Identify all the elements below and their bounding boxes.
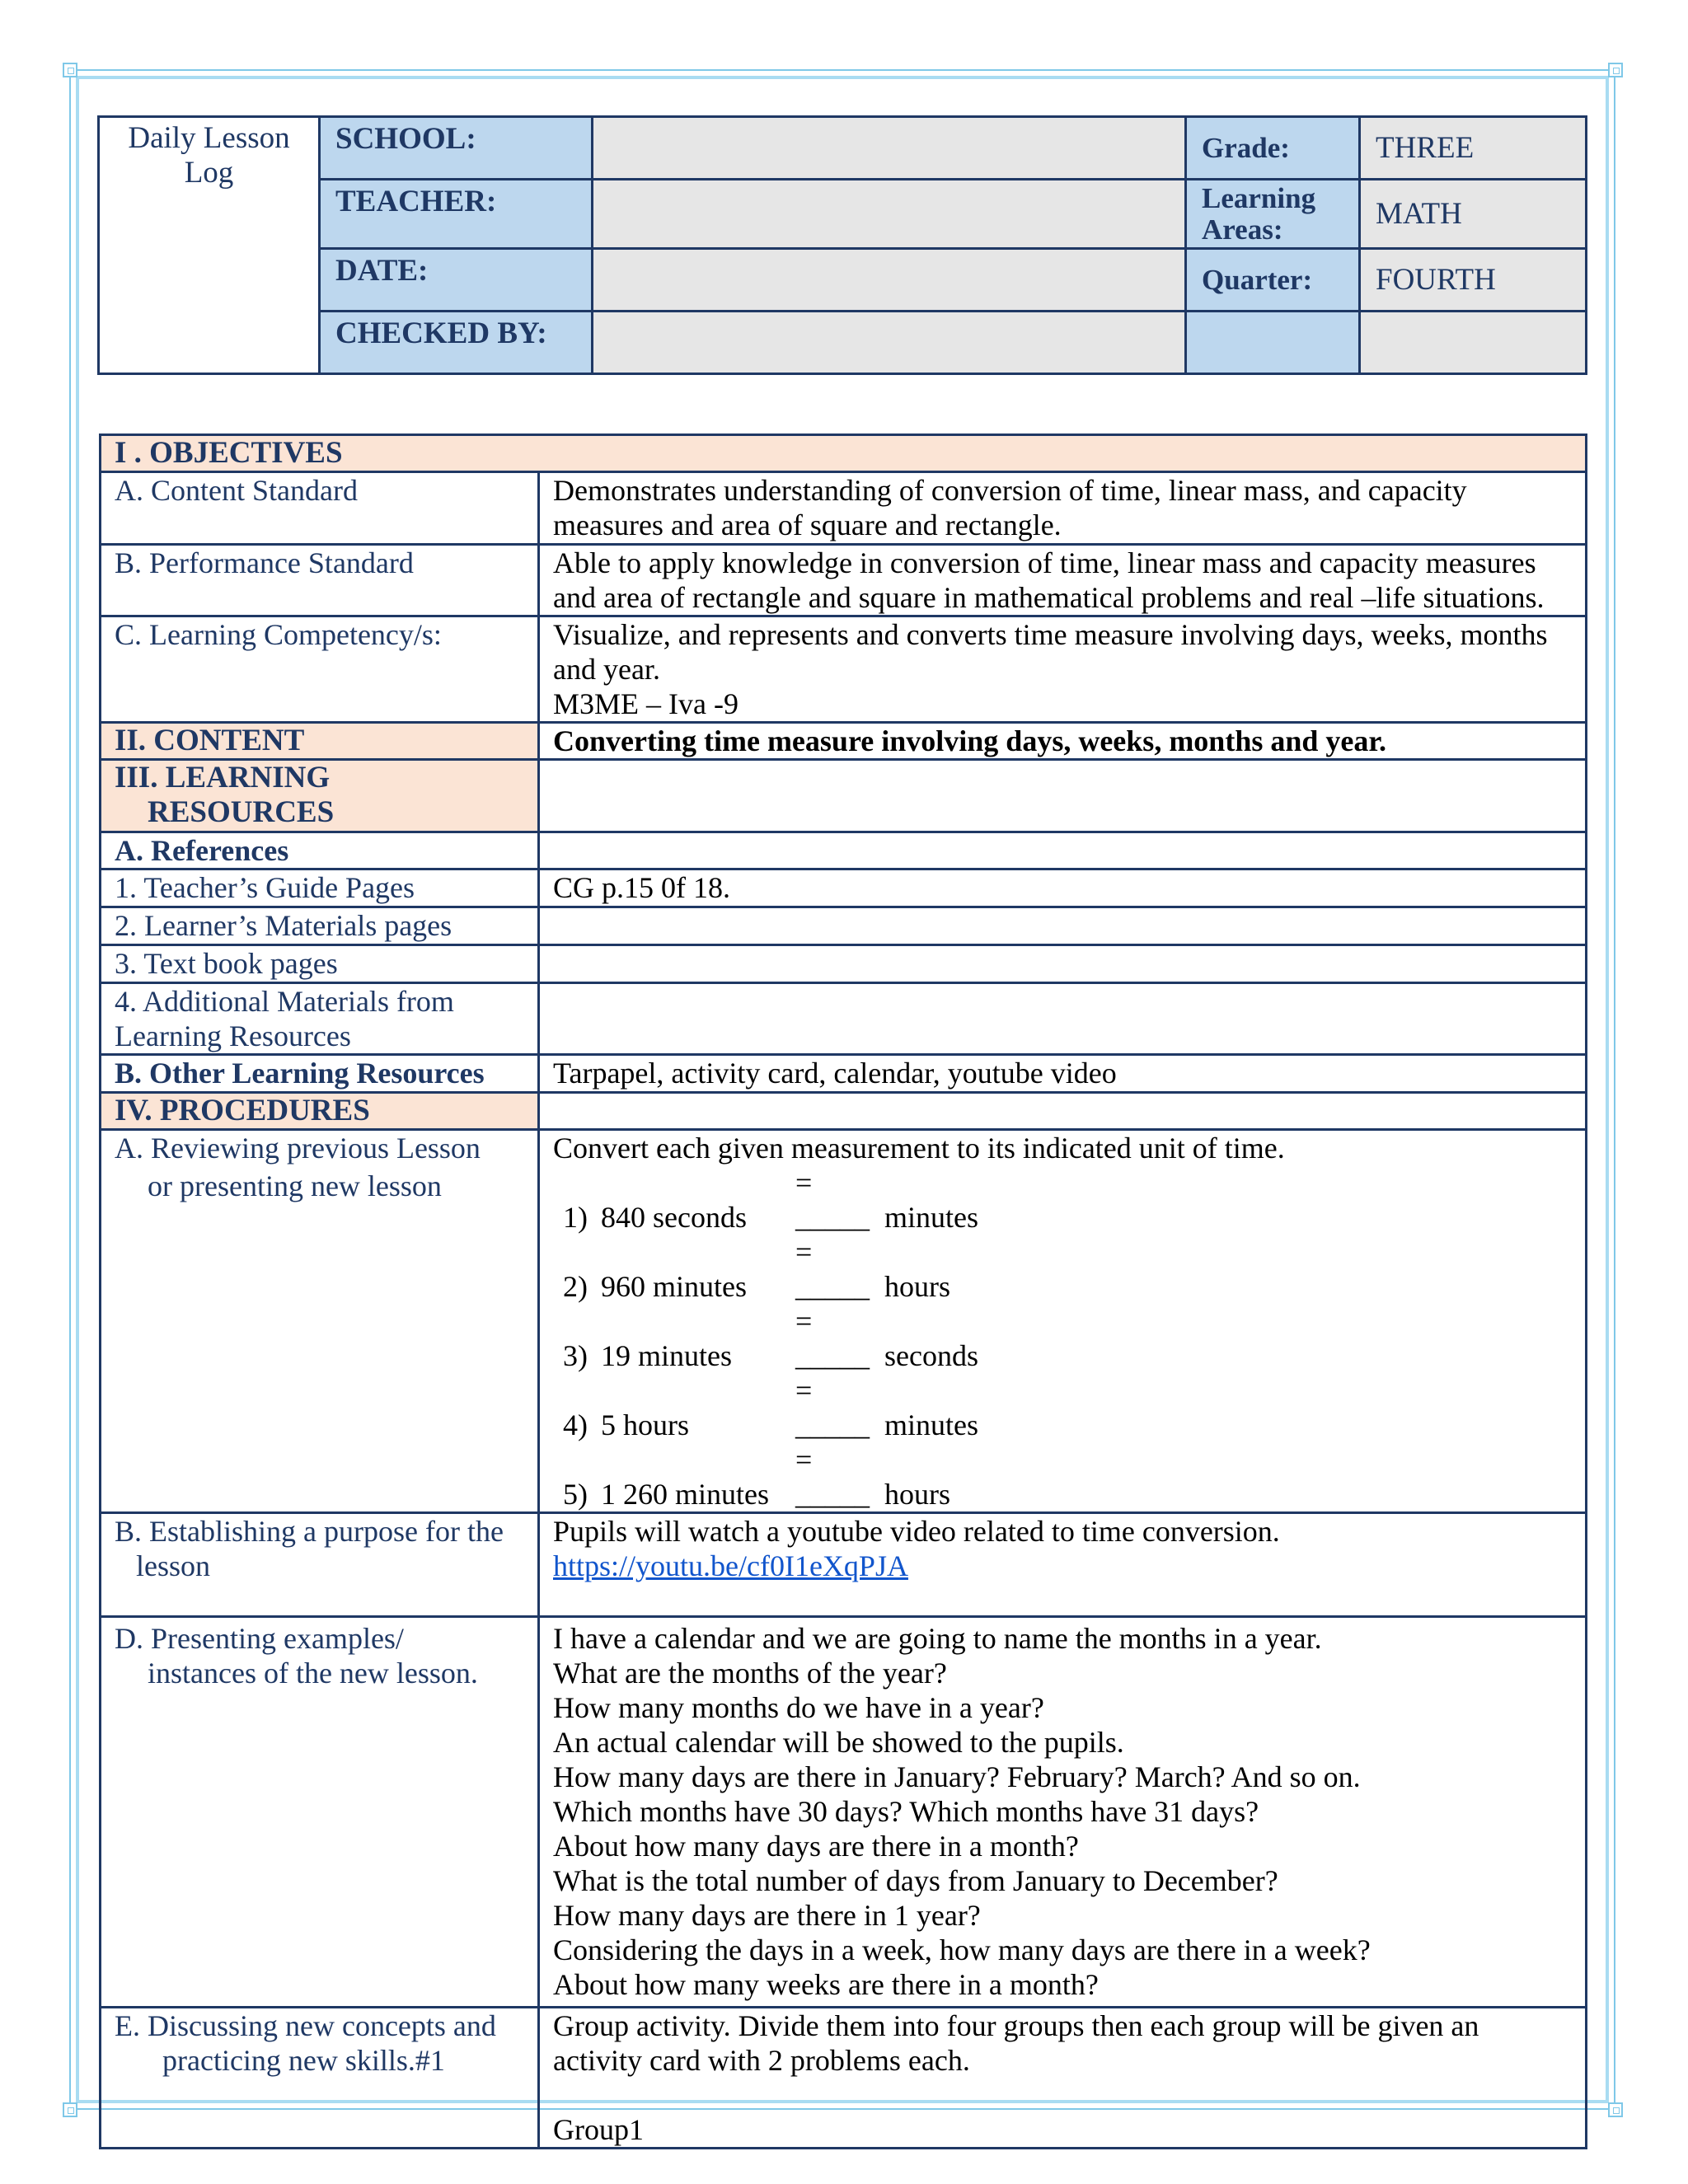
checked-by-label: CHECKED BY: xyxy=(320,312,593,374)
establishing-purpose-label xyxy=(101,1513,539,1617)
corner-ornament xyxy=(1608,63,1623,77)
item-blank: = _____ xyxy=(795,1305,870,1372)
establishing-purpose-cell xyxy=(539,1513,1587,1617)
performance-standard-text: Able to apply knowledge in conversion of time, linear mass and capacity measures and area of rectangle and square in mathematical problems and real –life situations. xyxy=(539,545,1587,616)
presenting-examples-label-line1: D. Presenting examples/ xyxy=(115,1622,404,1655)
item-quantity: 19 minutes xyxy=(601,1339,732,1372)
corner-ornament xyxy=(63,2102,77,2117)
establishing-purpose-label-line2: lesson xyxy=(136,1549,210,1582)
list-item: Considering the days in a week, how many days are there in a week? xyxy=(553,1933,1371,1966)
establishing-purpose-text: Pupils will watch a youtube video related to time conversion. xyxy=(553,1515,1280,1548)
daily-lesson-log-title: Daily Lesson Log xyxy=(99,117,320,374)
learning-resources-heading xyxy=(101,760,539,832)
blank-value-cell xyxy=(1360,312,1587,374)
content-text: Converting time measure involving days, weeks, months and year. xyxy=(539,723,1587,760)
content-standard-text: Demonstrates understanding of conversion of time, linear mass, and capacity measures and area of square and rectangle. xyxy=(539,472,1587,545)
teachers-guide-label: 1. Teacher’s Guide Pages xyxy=(101,869,539,907)
school-field[interactable] xyxy=(593,117,1186,180)
text-book-blank xyxy=(539,945,1587,983)
presenting-examples-label-line2: instances of the new lesson. xyxy=(148,1657,478,1690)
list-item: How many days are there in 1 year? xyxy=(553,1899,981,1932)
list-item xyxy=(563,1373,1572,1442)
quarter-label: Quarter: xyxy=(1186,249,1360,312)
teacher-label: TEACHER: xyxy=(320,180,593,249)
item-quantity: 5 hours xyxy=(601,1408,689,1441)
item-quantity: 1 260 minutes xyxy=(601,1478,769,1511)
item-quantity: 840 seconds xyxy=(601,1201,747,1234)
additional-materials-label-line1: 4. Additional Materials from xyxy=(115,985,454,1018)
presenting-examples-label xyxy=(101,1617,539,2008)
list-item: I have a calendar and we are going to name the months in a year. xyxy=(553,1622,1322,1655)
youtube-video-link[interactable]: https://youtu.be/cf0I1eXqPJA xyxy=(553,1549,908,1582)
procedures-blank xyxy=(539,1093,1587,1130)
school-label: SCHOOL: xyxy=(320,117,593,180)
learners-materials-blank xyxy=(539,907,1587,945)
grade-value: THREE xyxy=(1360,117,1587,180)
discussing-concepts-label-line1: E. Discussing new concepts and xyxy=(115,2009,496,2042)
content-heading: II. CONTENT xyxy=(101,723,539,760)
item-unit: hours xyxy=(884,1270,950,1303)
performance-standard-label: B. Performance Standard xyxy=(101,545,539,616)
list-item: How many months do we have in a year? xyxy=(553,1691,1044,1724)
discussing-concepts-label xyxy=(101,2008,539,2149)
item-number: 5) xyxy=(563,1478,588,1511)
learning-competency-label: C. Learning Competency/s: xyxy=(101,616,539,723)
corner-ornament xyxy=(63,63,77,77)
reviewing-lesson-label-line2: or presenting new lesson xyxy=(148,1169,442,1202)
date-field[interactable] xyxy=(593,249,1186,312)
learning-resources-heading-line1: III. LEARNING xyxy=(115,761,331,794)
item-blank: = _____ xyxy=(795,1166,870,1234)
content-standard-label: A. Content Standard xyxy=(101,472,539,545)
learning-areas-value: MATH xyxy=(1360,180,1587,249)
objectives-heading: I . OBJECTIVES xyxy=(101,435,1587,472)
list-item: About how many weeks are there in a month? xyxy=(553,1968,1099,2001)
list-item: How many days are there in January? February? March? And so on. xyxy=(553,1760,1361,1793)
conversion-list xyxy=(553,1165,1572,1511)
corner-ornament xyxy=(1608,2102,1623,2117)
item-unit: hours xyxy=(884,1478,950,1511)
additional-materials-label-line2: Learning Resources xyxy=(115,1019,351,1052)
list-item: An actual calendar will be showed to the pupils. xyxy=(553,1726,1124,1759)
item-blank: = _____ xyxy=(795,1443,870,1511)
procedures-heading: IV. PROCEDURES xyxy=(101,1093,539,1130)
reviewing-lesson-cell xyxy=(539,1130,1587,1513)
additional-materials-blank xyxy=(539,983,1587,1055)
teacher-field[interactable] xyxy=(593,180,1186,249)
learning-resources-heading-line2: RESOURCES xyxy=(148,795,335,829)
learning-competency-cell xyxy=(539,616,1587,723)
item-blank: = _____ xyxy=(795,1374,870,1441)
item-unit: minutes xyxy=(884,1408,978,1441)
list-item xyxy=(563,1235,1572,1304)
item-number: 3) xyxy=(563,1339,588,1372)
reviewing-intro: Convert each given measurement to its indicated unit of time. xyxy=(553,1132,1285,1165)
discussing-concepts-label-line2: practicing new skills.#1 xyxy=(162,2044,445,2077)
establishing-purpose-label-line1: B. Establishing a purpose for the xyxy=(115,1515,504,1548)
item-quantity: 960 minutes xyxy=(601,1270,747,1303)
other-resources-text: Tarpapel, activity card, calendar, youtube video xyxy=(539,1055,1587,1093)
teachers-guide-text: CG p.15 0f 18. xyxy=(539,869,1587,907)
lesson-table xyxy=(99,434,1587,2149)
learning-resources-blank xyxy=(539,760,1587,832)
header-table xyxy=(97,115,1587,375)
item-blank: = _____ xyxy=(795,1235,870,1303)
references-label: A. References xyxy=(101,832,539,869)
list-item: What are the months of the year? xyxy=(553,1657,947,1690)
list-item: What is the total number of days from January to December? xyxy=(553,1864,1278,1897)
checked-by-field[interactable] xyxy=(593,312,1186,374)
reviewing-lesson-label xyxy=(101,1130,539,1513)
item-number: 4) xyxy=(563,1408,588,1441)
list-item xyxy=(563,1304,1572,1373)
learners-materials-label: 2. Learner’s Materials pages xyxy=(101,907,539,945)
date-label: DATE: xyxy=(320,249,593,312)
learning-areas-label: Learning Areas: xyxy=(1186,180,1360,249)
item-unit: minutes xyxy=(884,1201,978,1234)
list-item xyxy=(563,1442,1572,1511)
list-item xyxy=(563,1165,1572,1235)
additional-materials-label xyxy=(101,983,539,1055)
list-item: Which months have 30 days? Which months have 31 days? xyxy=(553,1795,1259,1828)
group-activity-text: Group activity. Divide them into four groups then each group will be given an activity card with 2 problems each. xyxy=(553,2009,1479,2077)
other-resources-label: B. Other Learning Resources xyxy=(101,1055,539,1093)
text-book-label: 3. Text book pages xyxy=(101,945,539,983)
list-item: About how many days are there in a month? xyxy=(553,1830,1079,1863)
grade-label: Grade: xyxy=(1186,117,1360,180)
references-blank xyxy=(539,832,1587,869)
quarter-value: FOURTH xyxy=(1360,249,1587,312)
group-label: Group1 xyxy=(553,2113,644,2146)
discussing-concepts-cell xyxy=(539,2008,1587,2149)
item-unit: seconds xyxy=(884,1339,978,1372)
item-number: 1) xyxy=(563,1201,588,1234)
learning-competency-text: Visualize, and represents and converts time measure involving days, weeks, months and year. xyxy=(553,618,1548,686)
presenting-examples-cell xyxy=(539,1617,1587,2008)
item-number: 2) xyxy=(563,1270,588,1303)
reviewing-lesson-label-line1: A. Reviewing previous Lesson xyxy=(115,1132,481,1165)
competency-code: M3ME – Iva -9 xyxy=(553,687,738,720)
blank-label-cell xyxy=(1186,312,1360,374)
